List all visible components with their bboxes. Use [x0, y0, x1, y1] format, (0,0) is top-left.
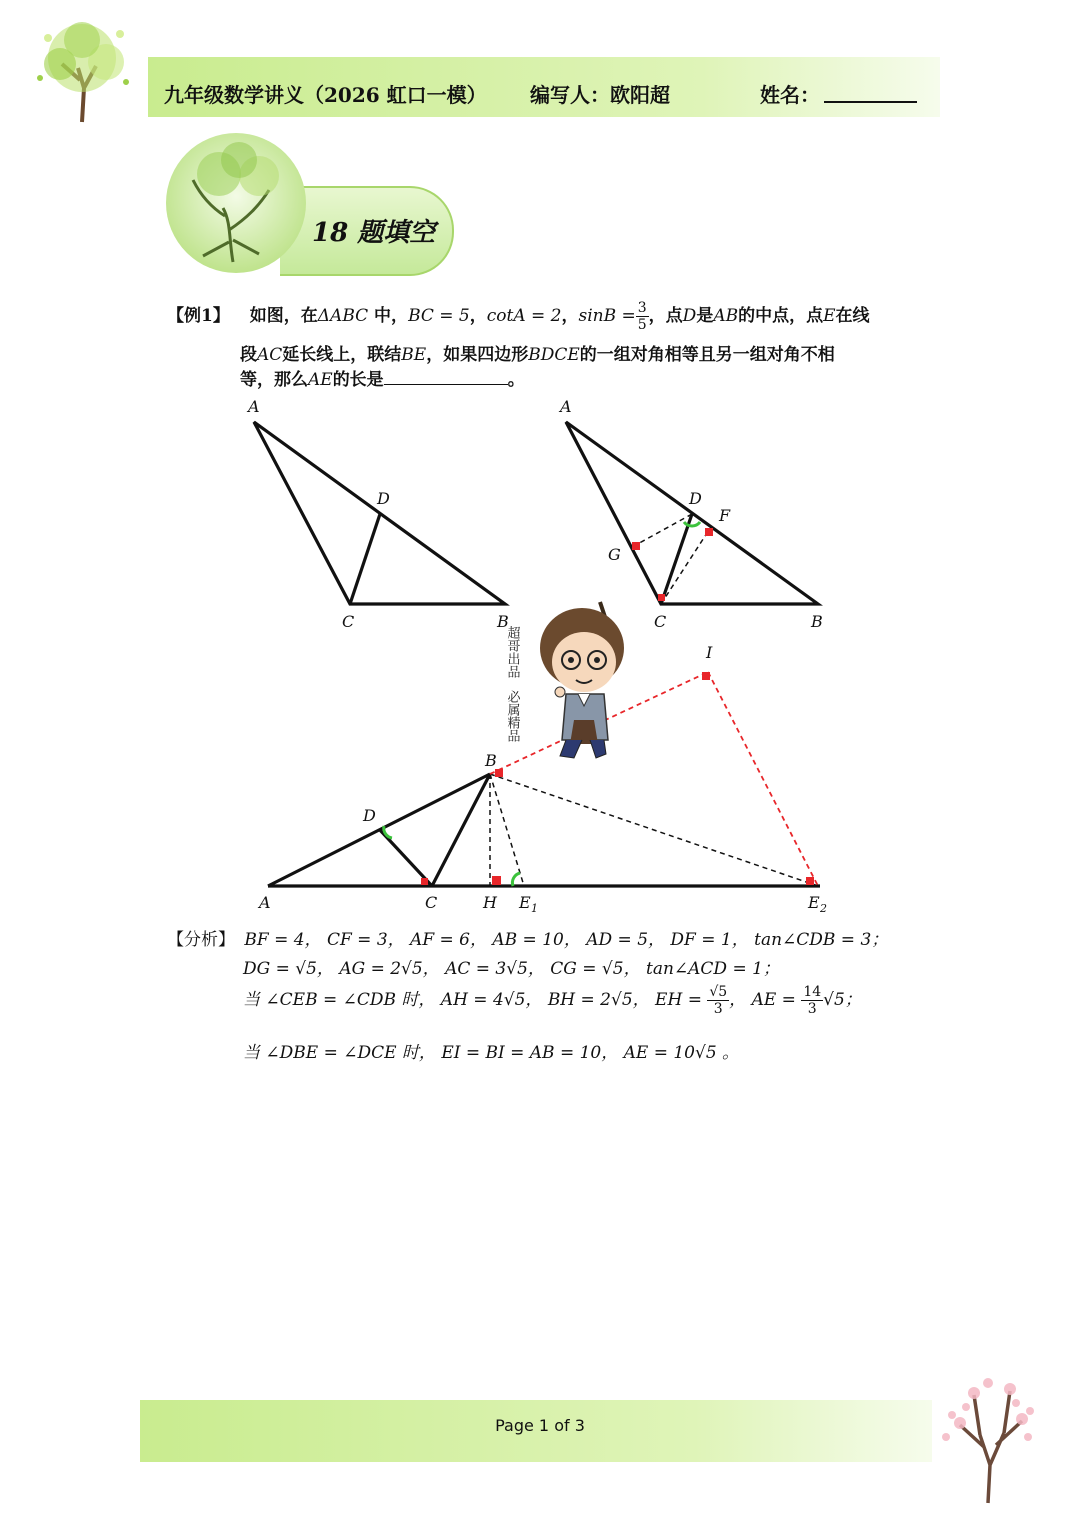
watermark-line-1: 超哥出品 — [504, 626, 520, 678]
fig1-label-c: C — [342, 612, 355, 631]
course-title: 九年级数学讲义（2026 虹口一模） — [164, 83, 487, 107]
fraction-den: 3 — [713, 1001, 723, 1017]
text-seg: 的一组对角相等且另一组对角不相 — [579, 345, 835, 365]
fig3-label-e1-sub: 1 — [531, 902, 538, 915]
fig3-label-b: B — [485, 751, 497, 770]
text-seg: 等，那么 — [240, 370, 308, 390]
fraction-den: 5 — [637, 317, 647, 333]
math-seg: AB — [713, 306, 739, 326]
fig2-label-c: C — [654, 612, 667, 631]
fraction-num: 14 — [803, 984, 822, 1000]
fig1-label-a: A — [248, 397, 260, 416]
fig3-angle-mark-e1 — [512, 873, 520, 886]
text-seg: 延长线上，联结 — [282, 345, 402, 365]
math-seg: BDCE — [528, 345, 580, 365]
blossom-tree-icon — [930, 1355, 1040, 1505]
math-seg: BE — [401, 345, 427, 365]
fig3-label-d: D — [363, 806, 376, 825]
author-label: 编写人：欧阳超 — [530, 83, 670, 107]
text-seg: ，如果四边形 — [426, 345, 529, 365]
watermark-line-2: 必属精品 — [504, 690, 520, 742]
text-seg: ， — [469, 306, 487, 326]
text-seg: 在线 — [835, 306, 870, 326]
fig2-label-g: G — [608, 545, 621, 564]
fraction-num: √5 — [709, 984, 728, 1000]
analysis-text: 当 ∠CEB = ∠CDB 时， AH = 4√5， BH = 2√5， EH = — [243, 990, 702, 1010]
math-seg: AE — [308, 370, 333, 390]
math-seg: AC — [257, 345, 283, 365]
analysis-text: ， AE = — [729, 990, 796, 1010]
fig3-label-e2: E — [808, 893, 820, 912]
analysis-line-4 — [243, 1038, 739, 1063]
figure-3 — [268, 774, 820, 886]
math-seg: sinB = — [578, 306, 636, 326]
fig2-label-a: A — [560, 397, 572, 416]
math-seg: ΔABC — [317, 306, 369, 326]
page-number: Page 1 of 3 — [495, 1416, 585, 1435]
math-seg: cotA = 2 — [486, 306, 562, 326]
fig3-label-a: A — [259, 893, 271, 912]
figure-1 — [254, 422, 505, 604]
fig3-label-c: C — [425, 893, 438, 912]
fraction-num: 3 — [637, 300, 647, 316]
fig2-angle-mark — [684, 522, 700, 526]
fig2-dashed — [634, 514, 709, 604]
text-seg: 的长是 — [332, 370, 384, 390]
eh-fraction — [707, 984, 729, 1017]
fig3-label-e2-sub: 2 — [820, 902, 827, 915]
math-seg: E — [823, 306, 836, 326]
fig2-right-angle-marks — [632, 528, 713, 601]
fraction-den: 3 — [807, 1001, 817, 1017]
text-seg: 中， — [368, 306, 409, 326]
text-seg: ， — [561, 306, 579, 326]
analysis-line-1 — [167, 925, 888, 950]
fig2-label-b: B — [811, 612, 823, 631]
mascot-icon — [540, 602, 624, 758]
ae-fraction — [801, 984, 823, 1017]
analysis-text: DG = √5， AG = 2√5， AC = 3√5， CG = √5， tan∠ACD = 1； — [243, 959, 780, 979]
text-seg: 如图，在 — [249, 306, 318, 326]
math-seg: BC = 5 — [408, 306, 470, 326]
math-seg: D — [682, 306, 697, 326]
analysis-text: 当 ∠DBE = ∠DCE 时， EI = BI = AB = 10， AE = 10√5 。 — [243, 1043, 740, 1063]
fig3-black-dashed — [490, 774, 818, 886]
fig3-label-i: I — [706, 643, 713, 662]
analysis-line-2 — [243, 954, 780, 979]
text-seg: 是 — [696, 306, 714, 326]
figure-2 — [566, 422, 818, 604]
fig3-label-h: H — [483, 893, 497, 912]
name-label: 姓名： — [760, 83, 820, 107]
analysis-text: √5； — [823, 990, 862, 1010]
fig2-label-d: D — [689, 489, 702, 508]
text-seg: 的中点，点 — [738, 306, 824, 326]
fig1-label-d: D — [377, 489, 390, 508]
text-seg: 段 — [240, 345, 257, 365]
fig3-red-dashed — [490, 672, 818, 886]
fig3-label-e1: E — [519, 893, 531, 912]
analysis-line-3 — [243, 984, 862, 1017]
analysis-text: BF = 4， CF = 3， AF = 6， AB = 10， AD = 5， DF = 1， tan∠CDB = 3； — [244, 930, 889, 950]
analysis-label: 【分析】 — [167, 930, 235, 950]
text-seg: ，点 — [648, 306, 683, 326]
fig2-label-f: F — [719, 506, 731, 525]
text-seg: 。 — [507, 370, 525, 390]
section-title: 18 题填空 — [312, 218, 436, 248]
fig1-label-b: B — [497, 612, 509, 631]
problem-label: 【例1】 — [167, 306, 230, 326]
